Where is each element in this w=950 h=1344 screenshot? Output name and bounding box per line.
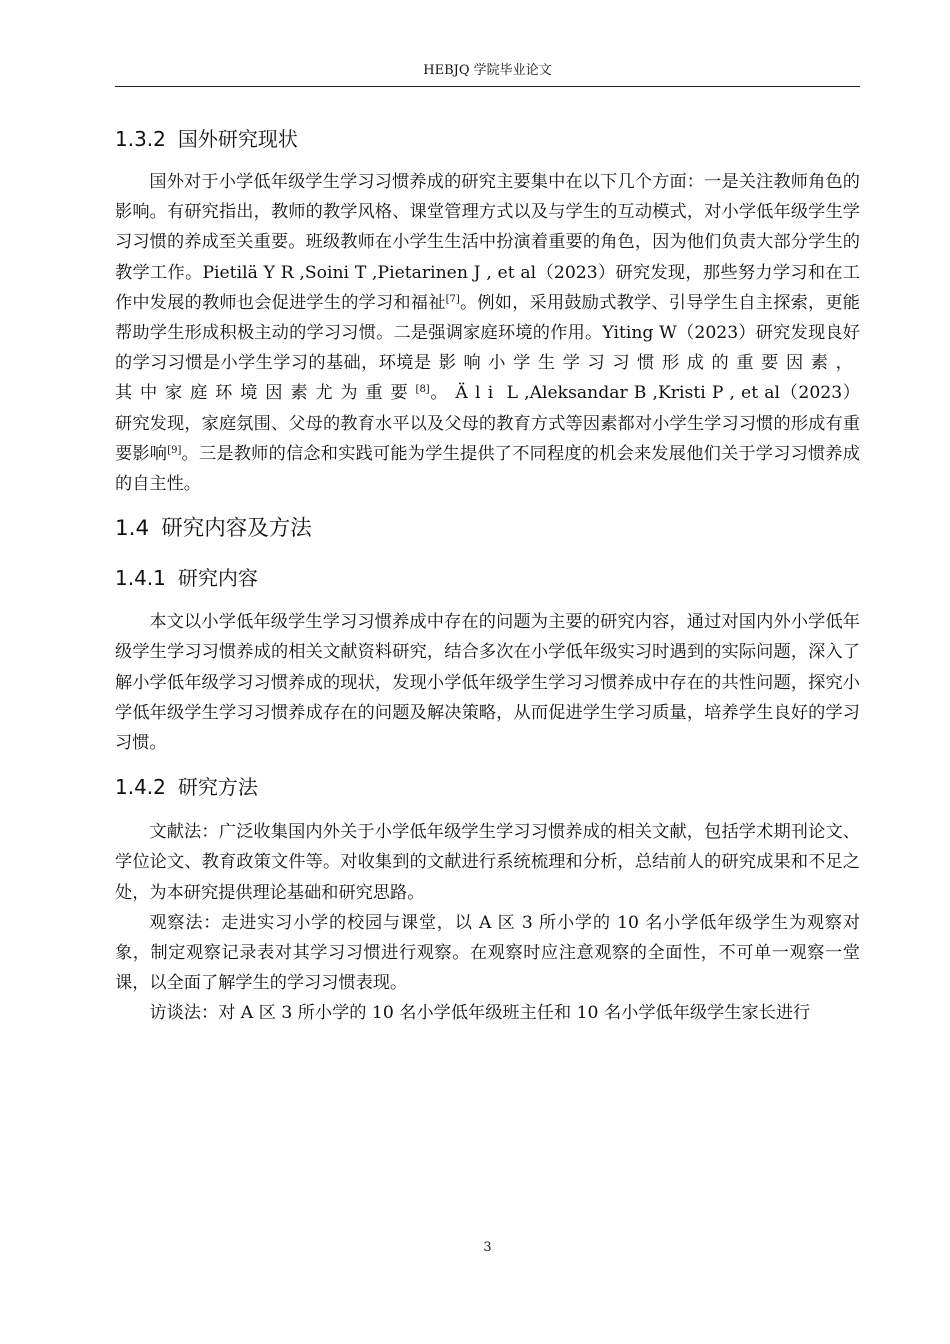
paragraph-foreign-research <box>115 167 860 499</box>
running-header: HEBJQ 学院毕业论文 <box>423 63 552 78</box>
citation-9: [9] <box>167 444 182 456</box>
text-run: 国外对于小学低年级学生学习习惯养成的研究主要集中在以下几个方面：一是关注教师角色的影响。有研究指出，教师的教学风格、课堂管理方式以及与学生的互动模式，对小学低年级学生学习习惯的养成至关重要。班级教师在小学生生活中扮演着重要的角色，因为他们负责大部分学生的教学工作。Pietilä Y R ,Soini T ,Pietarinen J , et al（2023）研究发现，那些努力学习和在工作中发展的教师也会促进学生的学习和福祉 <box>115 172 860 313</box>
text-run-spread: 是影响小学生学习习惯形成的重要因素，其中家庭环境因素尤为重要 <box>115 353 860 404</box>
section-heading-1-3-2 <box>115 124 860 154</box>
section-number: 1.4.2 <box>115 775 166 800</box>
paragraph-research-content: 本文以小学低年级学生学习习惯养成中存在的问题为主要的研究内容，通过对国内外小学低年级学生学习习惯养成的相关文献资料研究，结合多次在小学低年级实习时遇到的实际问题，深入了解小学低年级学习习惯养成的现状，发现小学低年级学生学习习惯养成中存在的共性问题，探究小学低年级学生学习习惯养成存在的问题及解决策略，从而促进学生学习质量，培养学生良好的学习习惯。 <box>115 612 860 754</box>
citation-8: [8] <box>415 384 430 396</box>
citation-7: [7] <box>445 293 460 305</box>
text-run: L ,Aleksandar B ,Kristi P , et al（2023）研究发现，家庭氛围、父母的教育水平以及父母的教育方式等因素都对小学生学习习惯的形成有重要影响 <box>115 383 860 464</box>
page-content <box>115 108 860 1029</box>
header-divider <box>115 86 860 87</box>
section-number: 1.3.2 <box>115 127 166 151</box>
section-title: 国外研究现状 <box>177 127 298 151</box>
section-title: 研究方法 <box>177 775 258 800</box>
text-run: 。例如，采用鼓励式教学、引导学生自主探索，更能帮助学生形成积极主动的学习习惯。二是强调家庭环境的作用。Yiting W（2023）研究发现良好的学习习惯是小学生学习的基础，环境 <box>115 292 860 374</box>
paragraph-literature-method: 文献法：广泛收集国内外关于小学低年级学生学习习惯养成的相关文献，包括学术期刊论文、学位论文、教育政策文件等。对收集到的文献进行系统梳理和分析，总结前人的研究成果和不足之处，为本研究提供理论基础和研究思路。 <box>115 822 860 903</box>
section-title: 研究内容 <box>177 566 258 591</box>
page-number: 3 <box>483 1240 492 1255</box>
paragraph-observation-method: 观察法：走进实习小学的校园与课堂，以 A 区 3 所小学的 10 名小学低年级学生为观察对象，制定观察记录表对其学习习惯进行观察。在观察时应注意观察的全面性，不可单一观察一堂课，以全面了解学生的学习习惯表现。 <box>115 912 860 994</box>
text-run: 。三是教师的信念和实践可能为学生提供了不同程度的机会来发展他们关于学习习惯养成的自主性。 <box>115 443 860 495</box>
section-title: 研究内容及方法 <box>161 516 312 542</box>
section-heading-1-4-2 <box>115 772 860 802</box>
text-run-spread: 。Äli <box>429 383 501 404</box>
section-number: 1.4.1 <box>115 566 166 591</box>
section-heading-1-4-1 <box>115 563 860 593</box>
section-heading-1-4 <box>115 513 860 545</box>
section-number: 1.4 <box>115 516 150 542</box>
paragraph-interview-method: 访谈法：对 A 区 3 所小学的 10 名小学低年级班主任和 10 名小学低年级学生家长进行 <box>149 1003 811 1024</box>
